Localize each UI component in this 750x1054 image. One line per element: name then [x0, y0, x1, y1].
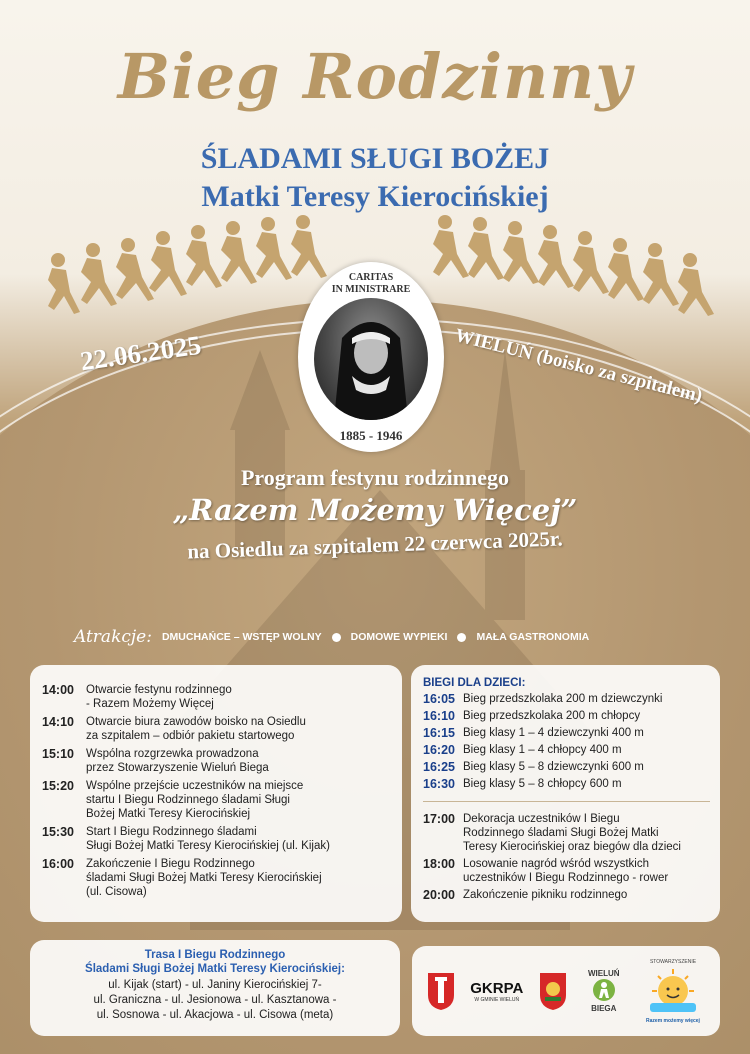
program-line1: Program festynu rodzinnego — [240, 465, 510, 490]
kids-time: 16:05 — [423, 692, 455, 706]
gmina-crest-icon — [538, 971, 568, 1011]
schedule-item — [42, 683, 392, 711]
route-body: ul. Kijak (start) - ul. Janiny Kierocińskiej 7- ul. Graniczna - ul. Jesionowa - ul. Kasztanowa - ul. Sosnowa - ul. Akacjowa - ul. Cisowa (meta) — [93, 979, 337, 1021]
gkrpa-logo — [470, 980, 523, 1003]
attraction-item: DOMOWE WYPIEKI — [350, 631, 448, 643]
kids-desc: Bieg klasy 5 – 8 chłopcy 600 m — [463, 778, 622, 790]
kids-time: 16:15 — [423, 726, 455, 740]
motto-line2: IN MINISTRARE — [331, 284, 411, 295]
sponsor-logos — [412, 946, 720, 1036]
evening-desc: Losowanie nagród wśród wszystkich uczestników I Biegu Rodzinnego - rower — [463, 858, 669, 884]
evening-item — [423, 888, 710, 902]
kids-time: 16:30 — [423, 777, 455, 791]
association-name: Razem możemy więcej — [646, 1017, 700, 1024]
life-years: 1885 - 1946 — [339, 428, 403, 443]
schedule-desc: Start I Biegu Rodzinnego śladami Sługi Bożej Matki Teresy Kierocińskiej (ul. Kijak) — [86, 826, 330, 852]
route-title-line2: Śladami Sługi Bożej Matki Teresy Kierocińskiej: — [85, 963, 345, 975]
schedule-card — [30, 665, 402, 922]
nun-portrait-icon — [314, 298, 428, 420]
kids-item — [423, 708, 710, 725]
kids-desc: Bieg klasy 5 – 8 dziewczynki 600 m — [463, 761, 644, 773]
association-logo — [640, 959, 706, 1024]
schedule-desc: Otwarcie festynu rodzinnego - Razem Możemy Więcej — [86, 684, 232, 710]
schedule-time: 15:20 — [42, 779, 74, 793]
schedule-time: 16:00 — [42, 857, 74, 871]
kids-desc: Bieg przedszkolaka 200 m chłopcy — [463, 710, 641, 722]
schedule-time: 15:30 — [42, 825, 74, 839]
portrait-photo — [314, 298, 428, 420]
kids-runs-card — [411, 665, 720, 922]
event-place: WIELUŃ (boisko za szpitalem) — [452, 325, 705, 407]
subtitle-line2: Matki Teresy Kierocińskiej — [201, 180, 549, 213]
schedule-list — [42, 683, 392, 899]
sun-logo-icon — [644, 965, 702, 1013]
schedule-desc: Wspólna rozgrzewka prowadzona przez Stowarzyszenie Wieluń Biega — [86, 748, 269, 774]
evening-desc: Dekoracja uczestników I Biegu Rodzinnego śladami Sługi Bożej Matki Teresy Kierocińskiej oraz biegów dla dzieci — [463, 813, 681, 853]
bullet-dot-icon — [332, 633, 341, 642]
kids-item — [423, 776, 710, 793]
kids-item — [423, 725, 710, 742]
evening-time: 17:00 — [423, 812, 455, 826]
kids-desc: Bieg klasy 1 – 4 chłopcy 400 m — [463, 744, 622, 756]
divider — [423, 801, 710, 802]
schedule-time: 14:10 — [42, 715, 74, 729]
attractions-label: Atrakcje: — [74, 627, 152, 647]
attractions-row — [74, 627, 589, 647]
evening-item — [423, 857, 710, 885]
program-line3: na Osiedlu za szpitalem 22 czerwca 2025r. — [186, 526, 563, 564]
kids-heading: BIEGI DLA DZIECI: — [423, 677, 526, 689]
evening-time: 18:00 — [423, 857, 455, 871]
event-title: Bieg Rodzinny — [117, 40, 633, 113]
kids-time: 16:25 — [423, 760, 455, 774]
schedule-desc: Wspólne przejście uczestników na miejsce startu I Biegu Rodzinnego śladami Sługi Bożej Matki Teresy Kierocińskiej — [86, 780, 304, 820]
schedule-item — [42, 747, 392, 775]
kids-item — [423, 691, 710, 708]
event-date: 22.06.2025 — [78, 329, 203, 377]
association-label: STOWARZYSZENIE — [649, 958, 697, 965]
route-card — [30, 940, 400, 1036]
bullet-dot-icon — [457, 633, 466, 642]
wielun-biega-top: WIELUŃ — [587, 969, 620, 978]
motto-line1: CARITAS — [348, 272, 394, 283]
attraction-item: MAŁA GASTRONOMIA — [476, 631, 590, 643]
evening-item — [423, 812, 710, 854]
schedule-time: 14:00 — [42, 683, 74, 697]
program-line2: „Razem Możemy Więcej” — [172, 493, 578, 527]
kids-item — [423, 742, 710, 759]
wielun-crest-icon — [426, 971, 456, 1011]
kids-item — [423, 759, 710, 776]
runner-badge-icon — [587, 978, 621, 1002]
evening-desc: Zakończenie pikniku rodzinnego — [463, 889, 628, 901]
attraction-item: DMUCHAŃCE – WSTĘP WOLNY — [161, 631, 322, 643]
schedule-desc: Otwarcie biura zawodów boisko na Osiedlu za szpitalem – odbiór pakietu startowego — [86, 716, 306, 742]
route-title-line1: Trasa I Biegu Rodzinnego — [144, 949, 286, 961]
kids-time: 16:10 — [423, 709, 455, 723]
kids-desc: Bieg klasy 1 – 4 dziewczynki 400 m — [463, 727, 644, 739]
gkrpa-text: GKRPA — [470, 979, 524, 997]
schedule-item — [42, 715, 392, 743]
kids-time: 16:20 — [423, 743, 455, 757]
kids-list — [423, 691, 710, 793]
schedule-item — [42, 779, 392, 821]
schedule-item — [42, 857, 392, 899]
wielun-biega-logo — [582, 969, 626, 1013]
gkrpa-subtext: W GMINIE WIELUŃ — [474, 996, 520, 1003]
subtitle-line1: ŚLADAMI SŁUGI BOŻEJ — [200, 142, 550, 175]
evening-list — [423, 812, 710, 902]
schedule-time: 15:10 — [42, 747, 74, 761]
portrait-medallion — [298, 262, 444, 452]
evening-time: 20:00 — [423, 888, 455, 902]
kids-desc: Bieg przedszkolaka 200 m dziewczynki — [463, 693, 663, 705]
schedule-desc: Zakończenie I Biegu Rodzinnego śladami Sługi Bożej Matki Teresy Kierocińskiej (ul. Cisowa) — [86, 858, 322, 898]
schedule-item — [42, 825, 392, 853]
wielun-biega-bottom: BIEGA — [591, 1004, 617, 1013]
